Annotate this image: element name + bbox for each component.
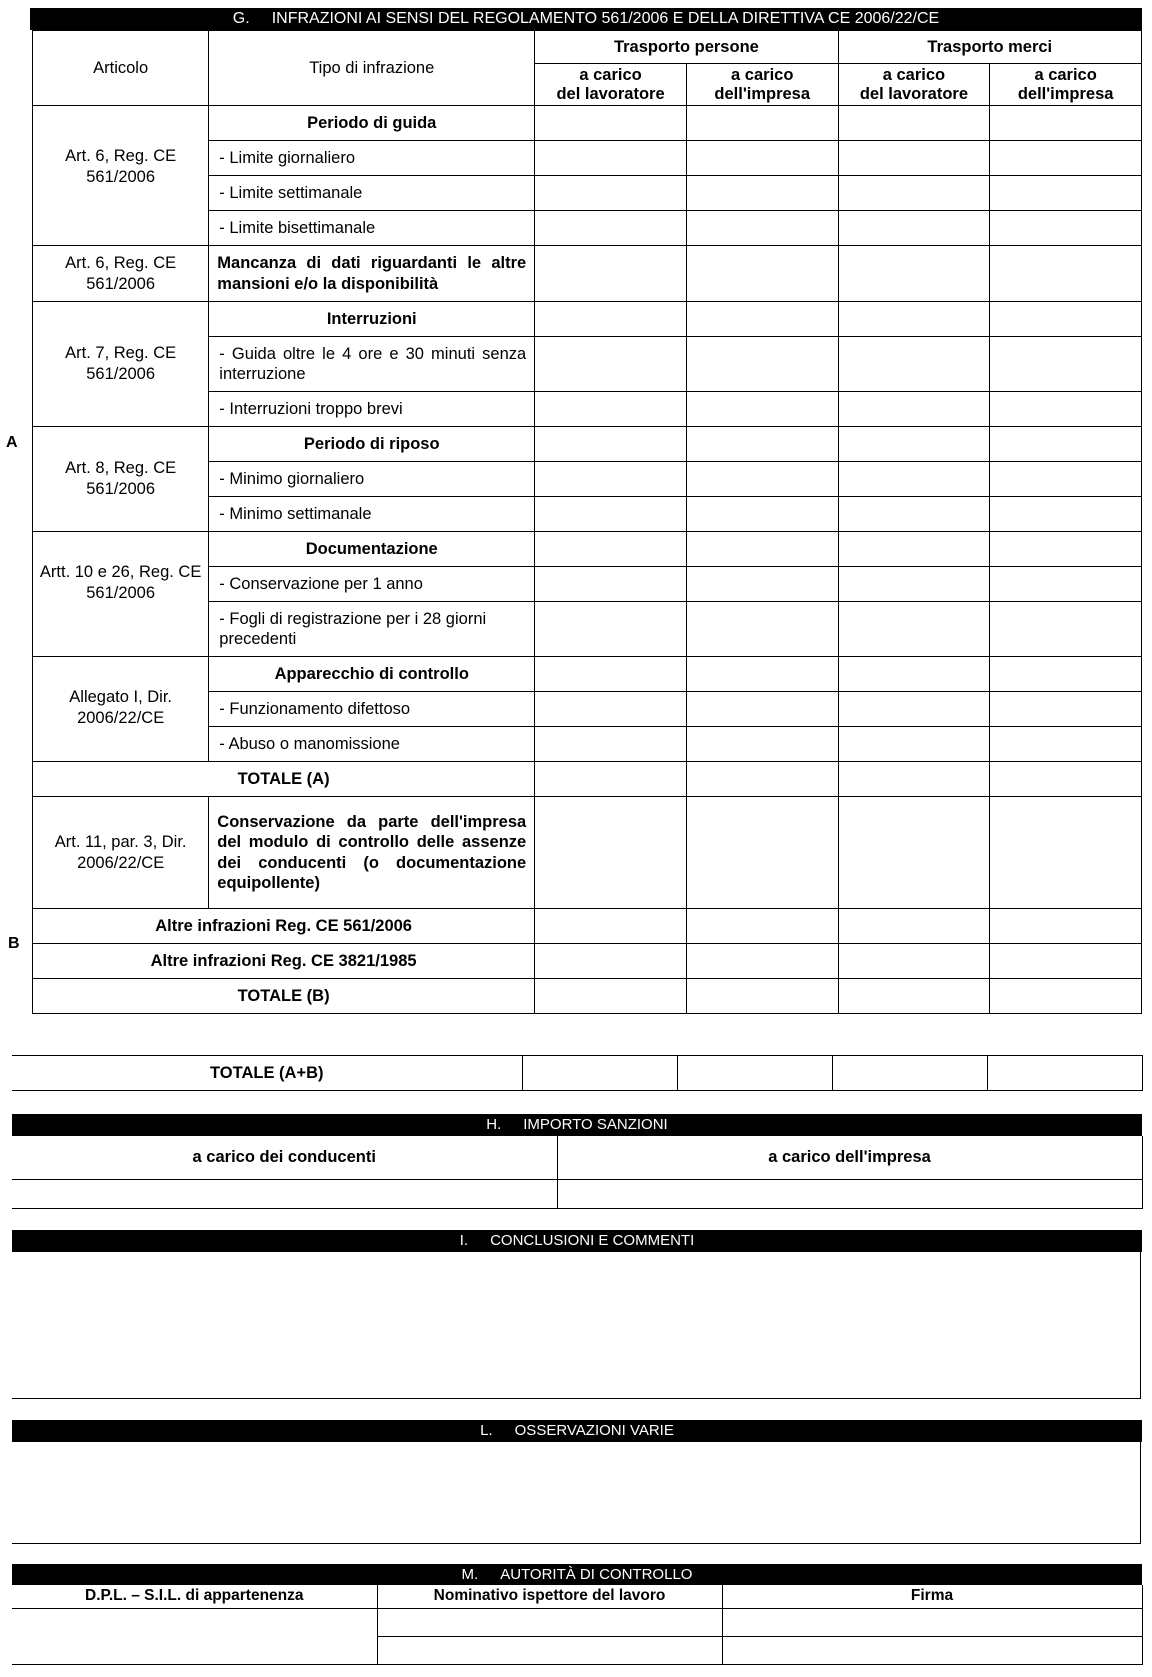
section-a-label: A <box>6 434 18 451</box>
input-cell[interactable] <box>686 727 838 762</box>
header-persone-lavoratore: a carico del lavoratore <box>535 64 687 106</box>
input-cell[interactable] <box>686 246 838 302</box>
ispettore-input[interactable] <box>377 1636 722 1664</box>
input-cell[interactable] <box>686 567 838 602</box>
input-cell[interactable] <box>535 211 687 246</box>
osservazioni-textarea[interactable] <box>12 1442 1141 1544</box>
input-cell[interactable] <box>686 176 838 211</box>
input-cell[interactable] <box>686 497 838 532</box>
header-merci-lavoratore: a carico del lavoratore <box>838 64 990 106</box>
input-cell[interactable] <box>838 141 990 176</box>
input-cell[interactable] <box>990 392 1142 427</box>
input-cell[interactable] <box>838 532 990 567</box>
input-cell[interactable] <box>990 141 1142 176</box>
input-cell[interactable] <box>686 427 838 462</box>
input-cell[interactable] <box>990 211 1142 246</box>
input-cell[interactable] <box>535 427 687 462</box>
firma-input[interactable] <box>722 1636 1142 1664</box>
input-cell[interactable] <box>990 462 1142 497</box>
input-cell[interactable] <box>522 1056 677 1091</box>
input-cell[interactable] <box>838 692 990 727</box>
input-cell[interactable] <box>838 909 990 944</box>
input-cell[interactable] <box>686 302 838 337</box>
infraction-item: - Minimo giornaliero <box>209 462 535 497</box>
input-cell[interactable] <box>686 657 838 692</box>
input-cell[interactable] <box>677 1056 832 1091</box>
input-cell[interactable] <box>686 337 838 392</box>
section-l-header <box>12 1420 1142 1442</box>
header-tipo-infrazione: Tipo di infrazione <box>209 31 535 106</box>
infraction-item: - Funzionamento difettoso <box>209 692 535 727</box>
input-cell[interactable] <box>686 141 838 176</box>
input-cell[interactable] <box>535 141 687 176</box>
totale-b-label: TOTALE (B) <box>33 979 535 1014</box>
group-heading: Periodo di riposo <box>209 427 535 462</box>
input-cell[interactable] <box>535 392 687 427</box>
input-cell[interactable] <box>990 944 1142 979</box>
input-cell[interactable] <box>838 727 990 762</box>
articolo-cell: Allegato I, Dir. 2006/22/CE <box>33 657 209 762</box>
infraction-item: - Guida oltre le 4 ore e 30 minuti senza interruzione <box>209 337 535 392</box>
input-cell[interactable] <box>990 692 1142 727</box>
input-cell[interactable] <box>686 392 838 427</box>
section-h-letter: H. <box>486 1116 502 1133</box>
input-cell[interactable] <box>990 909 1142 944</box>
input-cell[interactable] <box>990 797 1142 909</box>
input-cell[interactable] <box>535 302 687 337</box>
infraction-item: - Interruzioni troppo brevi <box>209 392 535 427</box>
input-cell[interactable] <box>990 427 1142 462</box>
input-cell[interactable] <box>990 497 1142 532</box>
input-cell[interactable] <box>686 909 838 944</box>
input-cell[interactable] <box>535 106 687 141</box>
infraction-item: Mancanza di dati riguardanti le altre mansioni e/o la disponibilità <box>209 246 535 302</box>
ispettore-input[interactable] <box>377 1608 722 1636</box>
firma-input[interactable] <box>722 1608 1142 1636</box>
input-cell[interactable] <box>838 497 990 532</box>
input-cell[interactable] <box>535 944 687 979</box>
input-cell[interactable] <box>987 1056 1142 1091</box>
input-cell[interactable] <box>838 392 990 427</box>
input-cell[interactable] <box>838 337 990 392</box>
input-cell[interactable] <box>686 692 838 727</box>
input-cell[interactable] <box>686 944 838 979</box>
input-cell[interactable] <box>838 979 990 1014</box>
input-cell[interactable] <box>686 462 838 497</box>
totale-ab-table <box>12 1055 1143 1091</box>
section-l-letter: L. <box>480 1422 493 1439</box>
group-heading: Apparecchio di controllo <box>209 657 535 692</box>
section-m-title: AUTORITÀ DI CONTROLLO <box>500 1566 693 1583</box>
input-cell[interactable] <box>990 602 1142 657</box>
input-cell[interactable] <box>535 497 687 532</box>
input-cell[interactable] <box>686 762 838 797</box>
altre-infrazioni-3821: Altre infrazioni Reg. CE 3821/1985 <box>33 944 535 979</box>
input-cell[interactable] <box>686 602 838 657</box>
input-cell[interactable] <box>535 246 687 302</box>
input-cell[interactable] <box>838 246 990 302</box>
input-cell[interactable] <box>838 176 990 211</box>
input-cell[interactable] <box>535 727 687 762</box>
infraction-item: - Fogli di registrazione per i 28 giorni precedenti <box>209 602 535 657</box>
input-cell[interactable] <box>838 567 990 602</box>
infraction-item: - Limite settimanale <box>209 176 535 211</box>
articolo-cell: Art. 6, Reg. CE 561/2006 <box>33 106 209 246</box>
articolo-cell: Art. 6, Reg. CE 561/2006 <box>33 246 209 302</box>
input-cell[interactable] <box>535 462 687 497</box>
input-cell[interactable] <box>535 657 687 692</box>
input-cell[interactable] <box>838 944 990 979</box>
input-cell[interactable] <box>535 567 687 602</box>
articolo-cell: Art. 8, Reg. CE 561/2006 <box>33 427 209 532</box>
input-cell[interactable] <box>686 211 838 246</box>
input-cell[interactable] <box>832 1056 987 1091</box>
input-cell[interactable] <box>990 762 1142 797</box>
input-cell[interactable] <box>686 106 838 141</box>
input-cell[interactable] <box>535 602 687 657</box>
input-cell[interactable] <box>686 532 838 567</box>
articolo-cell: Art. 7, Reg. CE 561/2006 <box>33 302 209 427</box>
totale-a-label: TOTALE (A) <box>33 762 535 797</box>
input-cell[interactable] <box>990 246 1142 302</box>
section-i-title: CONCLUSIONI E COMMENTI <box>490 1232 695 1249</box>
header-dpl-sil: D.P.L. – S.I.L. di appartenenza <box>12 1585 377 1608</box>
input-cell[interactable] <box>535 979 687 1014</box>
header-merci-impresa: a carico dell'impresa <box>990 64 1142 106</box>
input-cell[interactable] <box>535 692 687 727</box>
section-i-header <box>12 1230 1142 1252</box>
totale-ab-label: TOTALE (A+B) <box>12 1056 522 1091</box>
input-cell[interactable] <box>838 106 990 141</box>
header-nominativo-ispettore: Nominativo ispettore del lavoro <box>377 1585 722 1608</box>
group-heading: Documentazione <box>209 532 535 567</box>
input-cell[interactable] <box>535 176 687 211</box>
input-cell[interactable] <box>990 176 1142 211</box>
input-cell[interactable] <box>838 462 990 497</box>
input-cell[interactable] <box>838 797 990 909</box>
header-trasporto-merci: Trasporto merci <box>838 31 1141 64</box>
altre-infrazioni-561: Altre infrazioni Reg. CE 561/2006 <box>33 909 535 944</box>
input-cell[interactable] <box>838 211 990 246</box>
infraction-item: - Conservazione per 1 anno <box>209 567 535 602</box>
infraction-item: Conservazione da parte dell'impresa del modulo di controllo delle assenze dei conducenti (o documentazione equipollente) <box>209 797 535 909</box>
conclusioni-textarea[interactable] <box>12 1252 1141 1399</box>
input-cell[interactable] <box>990 657 1142 692</box>
input-cell[interactable] <box>838 762 990 797</box>
input-cell[interactable] <box>990 302 1142 337</box>
input-cell[interactable] <box>990 727 1142 762</box>
input-cell[interactable] <box>838 602 990 657</box>
autorita-controllo-table <box>12 1585 1143 1665</box>
importo-impresa-input[interactable] <box>557 1179 1142 1208</box>
input-cell[interactable] <box>990 532 1142 567</box>
group-heading: Interruzioni <box>209 302 535 337</box>
section-b-label: B <box>8 935 20 952</box>
dpl-sil-input[interactable] <box>12 1608 377 1664</box>
header-articolo: Articolo <box>33 31 209 106</box>
section-g-header <box>30 8 1142 30</box>
articolo-cell: Art. 11, par. 3, Dir. 2006/22/CE <box>33 797 209 909</box>
input-cell[interactable] <box>535 909 687 944</box>
header-persone-impresa: a carico dell'impresa <box>686 64 838 106</box>
input-cell[interactable] <box>686 797 838 909</box>
header-firma: Firma <box>722 1585 1142 1608</box>
infraction-item: - Minimo settimanale <box>209 497 535 532</box>
input-cell[interactable] <box>838 302 990 337</box>
section-i-letter: I. <box>459 1232 469 1249</box>
input-cell[interactable] <box>535 337 687 392</box>
input-cell[interactable] <box>990 979 1142 1014</box>
infractions-table <box>32 30 1142 1014</box>
section-m-letter: M. <box>461 1566 479 1583</box>
group-heading: Periodo di guida <box>209 106 535 141</box>
input-cell[interactable] <box>686 979 838 1014</box>
importo-conducenti-input[interactable] <box>12 1179 557 1208</box>
input-cell[interactable] <box>535 797 687 909</box>
input-cell[interactable] <box>838 657 990 692</box>
header-carico-conducenti: a carico dei conducenti <box>12 1136 557 1179</box>
input-cell[interactable] <box>990 106 1142 141</box>
input-cell[interactable] <box>535 532 687 567</box>
header-trasporto-persone: Trasporto persone <box>535 31 838 64</box>
importo-sanzioni-table <box>12 1136 1143 1209</box>
section-h-header <box>12 1114 1142 1136</box>
input-cell[interactable] <box>990 337 1142 392</box>
articolo-cell: Artt. 10 e 26, Reg. CE 561/2006 <box>33 532 209 657</box>
infraction-item: - Limite bisettimanale <box>209 211 535 246</box>
input-cell[interactable] <box>990 567 1142 602</box>
section-h-title: IMPORTO SANZIONI <box>523 1116 668 1133</box>
section-l-title: OSSERVAZIONI VARIE <box>514 1422 674 1439</box>
infraction-item: - Abuso o manomissione <box>209 727 535 762</box>
section-g-letter: G. <box>232 10 250 27</box>
infraction-item: - Limite giornaliero <box>209 141 535 176</box>
input-cell[interactable] <box>838 427 990 462</box>
section-m-header <box>12 1564 1142 1585</box>
header-carico-impresa: a carico dell'impresa <box>557 1136 1142 1179</box>
section-g-title: INFRAZIONI AI SENSI DEL REGOLAMENTO 561/2006 E DELLA DIRETTIVA CE 2006/22/CE <box>271 10 940 27</box>
input-cell[interactable] <box>535 762 687 797</box>
